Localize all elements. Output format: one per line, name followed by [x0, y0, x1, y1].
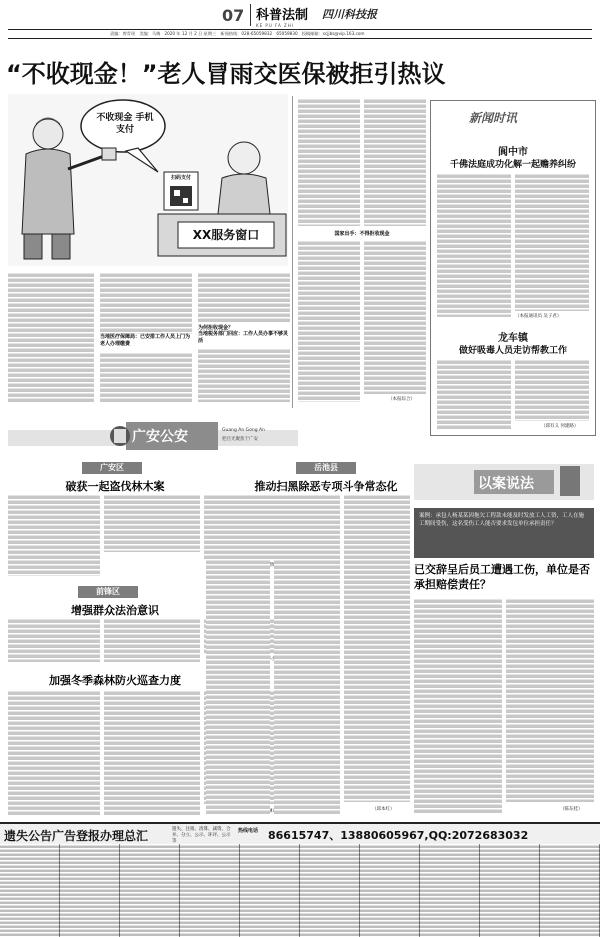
info-line: 责编：曾青瑶 美编：马梅 2020 年 12 月 2 日 星期三 新闻热线：028-65059832 65059830 投稿邮箱：scjjbs@vip.163.com [110, 31, 365, 36]
ads-phone-label: 热线电话 [238, 828, 259, 834]
lead-subhead-2: 为何拒收现金？ [198, 325, 234, 331]
case-headline: 已交辞呈后员工遭遇工伤，单位是否承担赔偿责任？ [414, 563, 590, 591]
section-title: 科普法制 [256, 8, 309, 23]
lead-body-col2 [100, 272, 192, 334]
guangan-headline-3: 加强冬季森林防火巡查力度 [49, 674, 181, 687]
ads-phone: 86615747、13880605967,QQ:2072683032 [268, 829, 529, 842]
district-label-1: 广安区 [82, 462, 142, 474]
guangan-byline-4: （邱本红） [372, 807, 395, 812]
guangan-byline-1: 丁德耀） [262, 563, 281, 568]
ads-grid [0, 844, 600, 937]
news-story1-byline: （本报通讯员 吴子君） [515, 314, 562, 319]
news-story1-headline: 千佛法庭成功化解一起赡养纠纷 [449, 160, 576, 170]
page-number: 07 [222, 6, 245, 25]
news-story2-title: 龙车镇 [498, 333, 528, 344]
news-box [430, 100, 596, 436]
guangan-headline-4: 推动扫黑除恶专项斗争常态化 [254, 480, 398, 493]
cartoon-counter-sign: XX服务窗口 [192, 228, 260, 242]
ads-header [0, 822, 600, 845]
case-intro [414, 508, 594, 558]
lead-headline: “不收现金！”老人冒雨交医保被拒引热议 [6, 60, 446, 88]
section-pinyin: KE PU FA ZHI [256, 23, 294, 28]
lead-body-col5 [364, 98, 426, 226]
case-byline: （陈东桂） [560, 807, 583, 812]
guangan-banner-sub: 把目光聚焦于广安 [222, 437, 258, 442]
district-label-3: 岳池县 [296, 462, 356, 474]
cartoon-bubble-text: 不收现金 手机支付 [96, 113, 154, 135]
cartoon-illustration [8, 94, 288, 266]
guangan-banner [8, 416, 298, 456]
news-story1-title: 阆中市 [498, 147, 528, 158]
lead-body-col1 [8, 272, 94, 402]
ads-middle: 遗失、注销、清算、减资、合并、分立、公示、环评、公示等 [172, 827, 231, 844]
guangan-banner-title: 广安公安 [132, 429, 188, 445]
guangan-headline-2: 增强群众法治意识 [71, 604, 159, 617]
lead-subhead-1: 当地医疗保障局：已安排工作人员上门为老人办理缴费 [100, 334, 191, 347]
guangan-headline-1: 破获一起盗伐林木案 [65, 480, 165, 493]
case-banner-title: 以案说法 [478, 476, 534, 492]
news-story2-byline: （邱有义 何建路） [541, 424, 579, 429]
ads-title: 遗失公告广告登报办理总汇 [4, 829, 149, 843]
masthead [0, 0, 600, 42]
lead-body-col3 [198, 272, 290, 322]
guangan-banner-pinyin: Guang An Gong An [222, 428, 265, 433]
case-banner [414, 460, 594, 504]
paper-name-logo: 四川科技报 [322, 8, 377, 21]
lead-subhead-4: 国家出手：不得拒收现金 [334, 231, 390, 237]
news-story2-headline: 做好吸毒人员走访帮教工作 [458, 346, 567, 356]
cartoon-small-sign: 扫码支付 [170, 175, 191, 181]
lead-body-col4 [298, 98, 360, 226]
case-intro-text: 案例：承包人杨某某因拖欠工程款未能及时发放工人工资，工人在施工期间受伤，这名受伤工人能否要求发包单位承担责任？ [419, 513, 585, 527]
news-label: 新闻时讯 [469, 111, 518, 125]
lead-subhead-3: 当地税务部门回应：工作人员办事不够灵活 [198, 331, 289, 344]
district-label-2: 前锋区 [78, 586, 138, 598]
lead-byline: （本报综合） [388, 397, 415, 402]
